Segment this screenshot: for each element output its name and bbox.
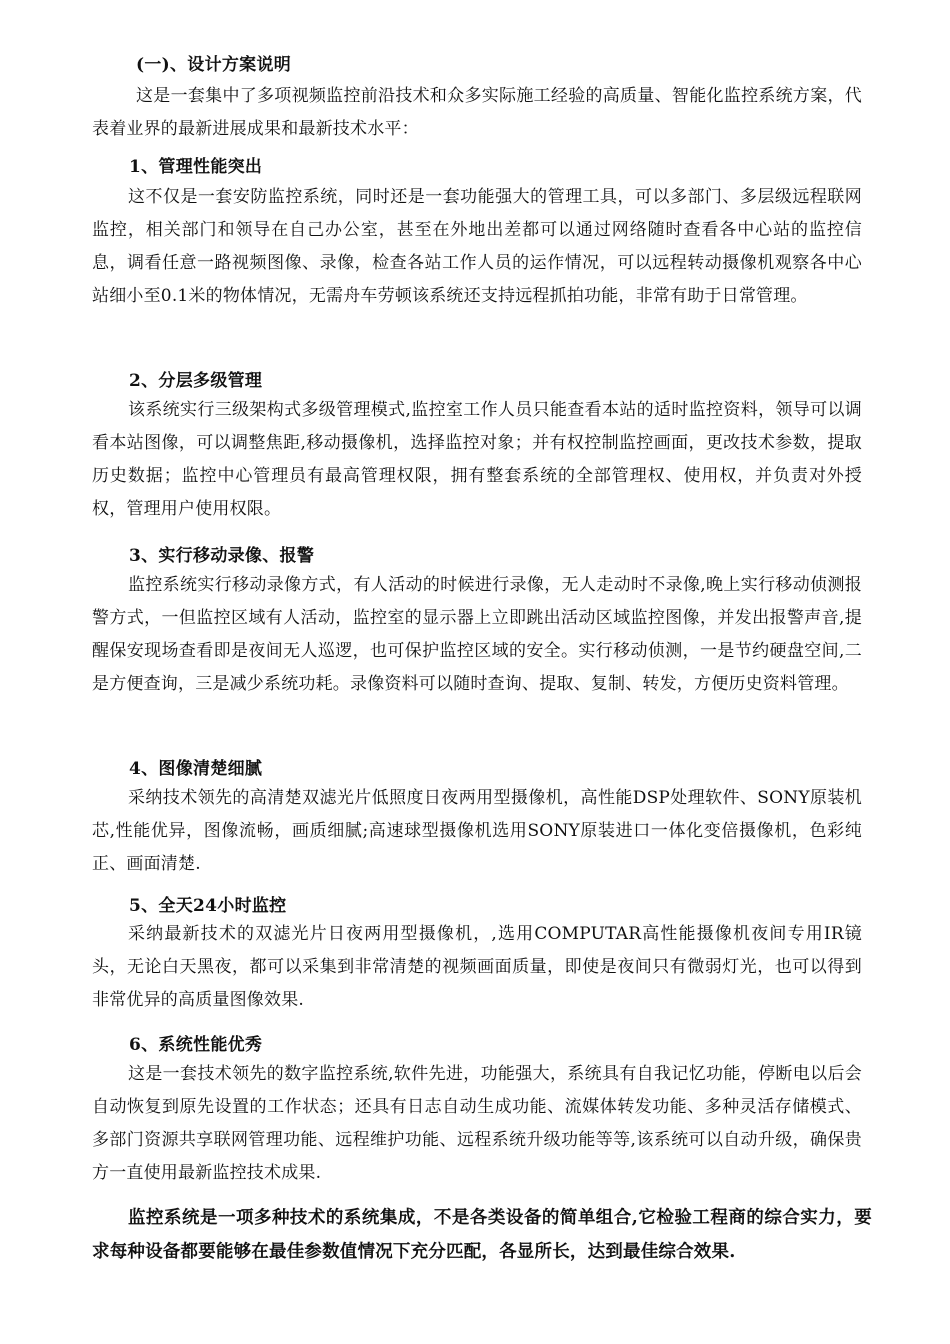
section-body-3: 监控系统实行移动录像方式，有人活动的时候进行录像，无人走动时不录像,晚上实行移动侦测报警方式，一但监控区域有人活动，监控室的显示器上立即跳出活动区域监控图像，并发出报警声音,提醒保安现场查看即是夜间无人巡逻，也可保护监控区域的安全。实行移动侦测，一是节约硬盘空间,二是方便查询，三是减少系统功耗。录像资料可以随时查询、提取、复制、转发，方便历史资料管理。: [92, 575, 862, 694]
section-body-4: 采纳技术领先的高清楚双滤光片低照度日夜两用型摄像机，高性能DSP处理软件、SONY原装机芯,性能优异，图像流畅，画质细腻;高速球型摄像机选用SONY原装进口一体化变倍摄像机，色彩纯正、画面清楚.: [92, 788, 862, 874]
section-heading-6: 6、系统性能优秀: [129, 1035, 263, 1055]
section-heading-4: 4、图像清楚细腻: [129, 759, 263, 779]
intro-paragraph: 这是一套集中了多项视频监控前沿技术和众多实际施工经验的高质量、智能化监控系统方案，代表着业界的最新进展成果和最新技术水平：: [92, 86, 862, 139]
section-body-6: 这是一套技术领先的数字监控系统,软件先进，功能强大，系统具有自我记忆功能，停断电以后会自动恢复到原先设置的工作状态；还具有日志自动生成功能、流媒体转发功能、多种灵活存储模式、多部门资源共享联网管理功能、远程维护功能、远程系统升级功能等等,该系统可以自动升级，确保贵方一直使用最新监控技术成果.: [92, 1064, 862, 1183]
section-heading-5: 5、全天24小时监控: [129, 896, 287, 916]
page-title: (一)、设计方案说明: [136, 55, 292, 75]
section-heading-3: 3、实行移动录像、报警: [129, 546, 315, 566]
section-body-2: 该系统实行三级架构式多级管理模式,监控室工作人员只能查看本站的适时监控资料，领导可以调看本站图像，可以调整焦距,移动摄像机，选择监控对象；并有权控制监控画面，更改技术参数，提取历史数据；监控中心管理员有最高管理权限，拥有整套系统的全部管理权、使用权，并负责对外授权，管理用户使用权限。: [92, 400, 862, 519]
section-body-5: 采纳最新技术的双滤光片日夜两用型摄像机，,选用COMPUTAR高性能摄像机夜间专用IR镜头，无论白天黑夜，都可以采集到非常清楚的视频画面质量，即使是夜间只有微弱灯光，也可以得到非常优异的高质量图像效果.: [92, 924, 862, 1010]
section-heading-1: 1、管理性能突出: [129, 157, 263, 177]
section-body-1: 这不仅是一套安防监控系统，同时还是一套功能强大的管理工具，可以多部门、多层级远程联网监控，相关部门和领导在自己办公室，甚至在外地出差都可以通过网络随时查看各中心站的监控信息，调看任意一路视频图像、录像，检查各站工作人员的运作情况，可以远程转动摄像机观察各中心站细小至0.1米的物体情况，无需舟车劳顿该系统还支持远程抓拍功能，非常有助于日常管理。: [92, 187, 862, 306]
conclusion-paragraph: 监控系统是一项多种技术的系统集成，不是各类设备的简单组合,它检验工程商的综合实力，要求每种设备都要能够在最佳参数值情况下充分匹配，各显所长，达到最佳综合效果.: [92, 1208, 872, 1262]
section-heading-2: 2、分层多级管理: [129, 371, 263, 391]
